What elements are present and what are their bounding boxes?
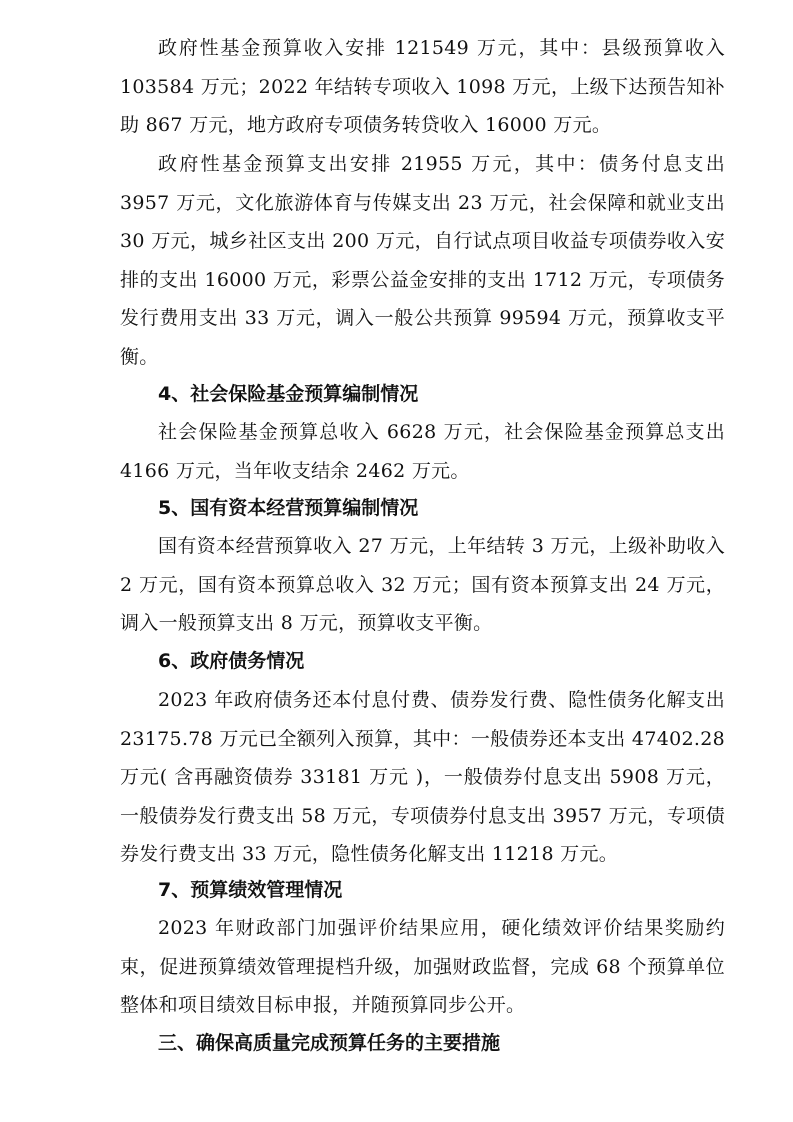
heading-government-debt: 6、政府债务情况 xyxy=(158,650,305,672)
paragraph-performance: 2023 年财政部门加强评价结果应用，硬化绩效评价结果奖励约束，促进预算绩效管理提档升级，加强财政监督，完成 68 个预算单位整体和项目绩效目标申报，并随预算同步公开。 xyxy=(120,917,725,1016)
heading-state-capital: 5、国有资本经营预算编制情况 xyxy=(158,497,419,519)
paragraph-social-insurance: 社会保险基金预算总收入 6628 万元，社会保险基金预算总支出 4166 万元，当年收支结余 2462 万元。 xyxy=(120,421,725,482)
heading-social-insurance: 4、社会保险基金预算编制情况 xyxy=(158,383,419,405)
paragraph-state-capital: 国有资本经营预算收入 27 万元，上年结转 3 万元，上级补助收入 2 万元，国有资本预算总收入 32 万元；国有资本预算支出 24 万元，调入一般预算支出 8 万元，预算收支平衡。 xyxy=(120,535,725,634)
heading-performance: 7、预算绩效管理情况 xyxy=(158,879,343,901)
paragraph-fund-income: 政府性基金预算收入安排 121549 万元，其中：县级预算收入 103584 万元；2022 年结转专项收入 1098 万元，上级下达预告知补助 867 万元，地方政府专项债务转贷收入 16000 万元。 xyxy=(120,37,725,136)
paragraph-fund-expenditure: 政府性基金预算支出安排 21955 万元，其中：债务付息支出 3957 万元，文化旅游体育与传媒支出 23 万元，社会保障和就业支出 30 万元，城乡社区支出 200 万元，自行试点项目收益专项债券收入安排的支出 16000 万元，彩票公益金安排的支出 1712 万元，专项债务发行费用支出 33 万元，调入一般公共预算 99594 万元，预算收支平衡。 xyxy=(120,153,725,368)
heading-section-three: 三、确保高质量完成预算任务的主要措施 xyxy=(158,1032,501,1054)
paragraph-government-debt: 2023 年政府债务还本付息付费、债券发行费、隐性债务化解支出 23175.78 万元已全额列入预算，其中：一般债券还本支出 47402.28 万元( 含再融资债券 33181 万元 )，一般债券付息支出 5908 万元，一般债券发行费支出 58 万元，专项债券付息支出 3957 万元，专项债券发行费支出 33 万元，隐性债务化解支出 11218 万元。 xyxy=(120,689,725,865)
